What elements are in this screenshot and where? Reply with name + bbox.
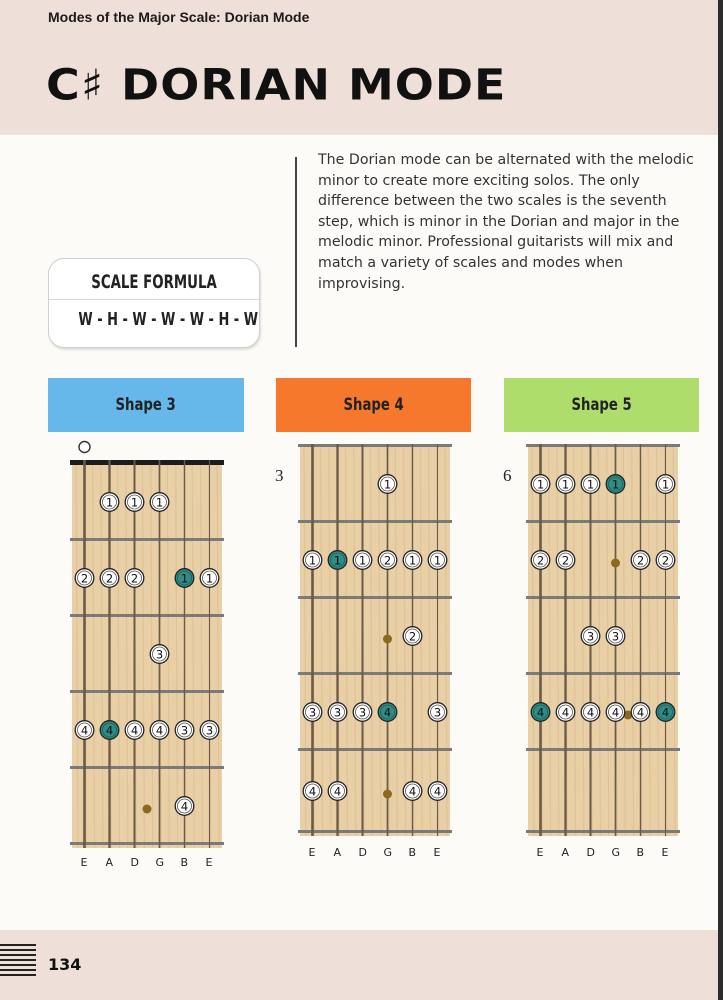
scale-note	[581, 703, 600, 722]
fret-wire	[526, 520, 680, 523]
scale-note	[403, 782, 422, 801]
scale-note-label: 4	[586, 705, 595, 720]
scale-note-label: 3	[586, 629, 595, 644]
shape-3-fretboard	[60, 436, 240, 856]
scale-note-label: 4	[611, 705, 620, 720]
scale-note-label: 1	[358, 553, 367, 568]
scale-note-label: 2	[661, 553, 670, 568]
formula-title: SCALE FORMULA	[91, 271, 217, 293]
scale-note	[100, 721, 119, 740]
scale-note	[100, 569, 119, 588]
page-number: 134	[48, 955, 82, 974]
string-label: D	[358, 846, 367, 859]
scale-note-label: 4	[180, 799, 189, 814]
string-label: E	[80, 856, 88, 869]
scale-note-label: 3	[308, 705, 317, 720]
scale-note-label: 4	[636, 705, 645, 720]
fret-wire	[298, 748, 452, 751]
scale-note-label: 1	[383, 477, 392, 492]
scale-note-label: 1	[536, 477, 545, 492]
scale-note	[353, 703, 372, 722]
fret-wire	[298, 672, 452, 675]
open-string-marker	[79, 442, 90, 453]
string-label: A	[333, 846, 342, 859]
scale-note	[606, 703, 625, 722]
scale-note-label: 2	[408, 629, 417, 644]
string-label: D	[586, 846, 595, 859]
scale-note-label: 4	[105, 723, 114, 738]
scale-note	[606, 627, 625, 646]
scale-note	[403, 627, 422, 646]
string-label: A	[561, 846, 570, 859]
footer-lines-decoration	[0, 944, 36, 979]
scale-note	[378, 703, 397, 722]
intro-paragraph: The Dorian mode can be alternated with the melodic minor to create more exciting solos. The only difference between the two scales is the seventh step, which is minor in the Dorian and major in the melodic minor. Professional guitarists will mix and match a variety of scales and modes when improvising.	[318, 152, 694, 292]
scale-note	[200, 721, 219, 740]
scale-note	[150, 645, 169, 664]
scale-note	[428, 551, 447, 570]
scale-note-label: 1	[408, 553, 417, 568]
scale-note	[100, 493, 119, 512]
scale-note	[328, 703, 347, 722]
scale-note-label: 3	[205, 723, 214, 738]
string-label: E	[433, 846, 441, 859]
scale-note	[631, 703, 650, 722]
scale-note	[125, 493, 144, 512]
shape-5-fretboard	[516, 440, 688, 840]
scale-note-label: 3	[155, 647, 164, 662]
string-label: E	[308, 846, 316, 859]
scale-note-label: 4	[536, 705, 545, 720]
scale-note-label: 4	[308, 784, 317, 799]
fret-wire	[298, 444, 452, 447]
fret-wire	[526, 748, 680, 751]
scale-note-label: 2	[536, 553, 545, 568]
scale-note	[328, 782, 347, 801]
fret-wire	[526, 830, 680, 833]
scale-note-label: 1	[333, 553, 342, 568]
scale-note-label: 4	[661, 705, 670, 720]
scale-note	[656, 551, 675, 570]
scale-note	[175, 797, 194, 816]
scale-note-label: 3	[433, 705, 442, 720]
scale-note-label: 2	[80, 571, 89, 586]
scale-note	[303, 703, 322, 722]
formula-divider	[49, 299, 259, 300]
scale-note-label: 4	[408, 784, 417, 799]
string-label: B	[636, 846, 645, 859]
fret-inlay-dot	[611, 559, 620, 568]
scale-note-label: 2	[561, 553, 570, 568]
scale-formula-box	[48, 258, 260, 348]
string-label: G	[155, 856, 165, 869]
page-title: C♯ DORIAN MODE	[46, 60, 507, 110]
scale-note	[378, 475, 397, 494]
scale-note-label: 1	[433, 553, 442, 568]
page-footer	[0, 930, 723, 1000]
scale-note-label: 1	[308, 553, 317, 568]
scale-note-label: 1	[586, 477, 595, 492]
scale-note	[428, 703, 447, 722]
fret-wire	[526, 672, 680, 675]
scale-note	[581, 627, 600, 646]
string-label: G	[611, 846, 621, 859]
scale-note	[175, 569, 194, 588]
fret-wire	[298, 830, 452, 833]
shape-3-label: Shape 3	[115, 395, 177, 415]
scale-note	[581, 475, 600, 494]
scale-note	[75, 569, 94, 588]
scale-note-label: 4	[130, 723, 139, 738]
scale-note-label: 3	[333, 705, 342, 720]
scale-note-label: 1	[661, 477, 670, 492]
scale-note	[531, 551, 550, 570]
fret-wire	[70, 614, 224, 617]
shape-5-label: Shape 5	[571, 395, 632, 415]
scale-note	[150, 721, 169, 740]
scale-note	[403, 551, 422, 570]
fret-wire	[70, 842, 224, 845]
shape-4-fretboard	[288, 440, 460, 840]
scale-note-label: 1	[205, 571, 214, 586]
scale-note-label: 2	[130, 571, 139, 586]
scale-note	[556, 703, 575, 722]
scale-note	[328, 551, 347, 570]
scale-note-label: 1	[105, 495, 114, 510]
shape-4-fret-number: 3	[275, 466, 284, 485]
scale-note	[531, 703, 550, 722]
section-title: Modes of the Major Scale: Dorian Mode	[48, 9, 310, 25]
string-label: B	[180, 856, 189, 869]
shape-5-fret-number: 6	[503, 466, 512, 485]
scale-note	[125, 721, 144, 740]
scale-note	[125, 569, 144, 588]
scale-note	[656, 703, 675, 722]
fret-wire	[70, 690, 224, 693]
scale-note	[606, 475, 625, 494]
shape-5-header	[504, 378, 699, 432]
scale-note	[531, 475, 550, 494]
scale-note	[378, 551, 397, 570]
string-label: E	[661, 846, 669, 859]
scale-note-label: 4	[80, 723, 89, 738]
string-label: G	[383, 846, 393, 859]
scale-note	[353, 551, 372, 570]
scale-note-label: 1	[180, 571, 189, 586]
string-label: D	[130, 856, 139, 869]
scale-note-label: 3	[358, 705, 367, 720]
string-label: A	[105, 856, 114, 869]
scale-note-label: 2	[105, 571, 114, 586]
scale-note-label: 2	[383, 553, 392, 568]
fret-wire	[70, 766, 224, 769]
fret-inlay-dot	[383, 790, 392, 799]
scale-note	[556, 551, 575, 570]
shape-3-header	[48, 378, 244, 432]
scale-note	[150, 493, 169, 512]
scale-note-label: 4	[383, 705, 392, 720]
scale-note-label: 4	[155, 723, 164, 738]
scale-note-label: 1	[561, 477, 570, 492]
fret-wire	[298, 596, 452, 599]
scale-note-label: 1	[130, 495, 139, 510]
scale-note	[556, 475, 575, 494]
nut	[70, 460, 224, 465]
fret-wire	[526, 444, 680, 447]
fret-inlay-dot	[143, 805, 152, 814]
scale-note-label: 1	[611, 477, 620, 492]
page-edge	[718, 0, 723, 1000]
string-label: E	[205, 856, 213, 869]
string-label: E	[536, 846, 544, 859]
shape-4-label: Shape 4	[343, 395, 404, 415]
scale-note-label: 4	[333, 784, 342, 799]
shape-4-header	[276, 378, 471, 432]
scale-note-label: 1	[155, 495, 164, 510]
fret-wire	[70, 538, 224, 541]
scale-note-label: 3	[611, 629, 620, 644]
formula-steps: W - H - W - W - W - H - W	[78, 309, 258, 330]
scale-note	[303, 551, 322, 570]
string-label: B	[408, 846, 417, 859]
scale-note	[175, 721, 194, 740]
scale-note	[200, 569, 219, 588]
fret-inlay-dot	[383, 635, 392, 644]
scale-note	[303, 782, 322, 801]
fret-wire	[526, 596, 680, 599]
scale-note	[428, 782, 447, 801]
scale-note	[656, 475, 675, 494]
scale-note-label: 2	[636, 553, 645, 568]
scale-note-label: 4	[433, 784, 442, 799]
scale-note	[631, 551, 650, 570]
fret-wire	[298, 520, 452, 523]
scale-note-label: 3	[180, 723, 189, 738]
vertical-divider	[295, 157, 297, 347]
scale-note-label: 4	[561, 705, 570, 720]
scale-note	[75, 721, 94, 740]
